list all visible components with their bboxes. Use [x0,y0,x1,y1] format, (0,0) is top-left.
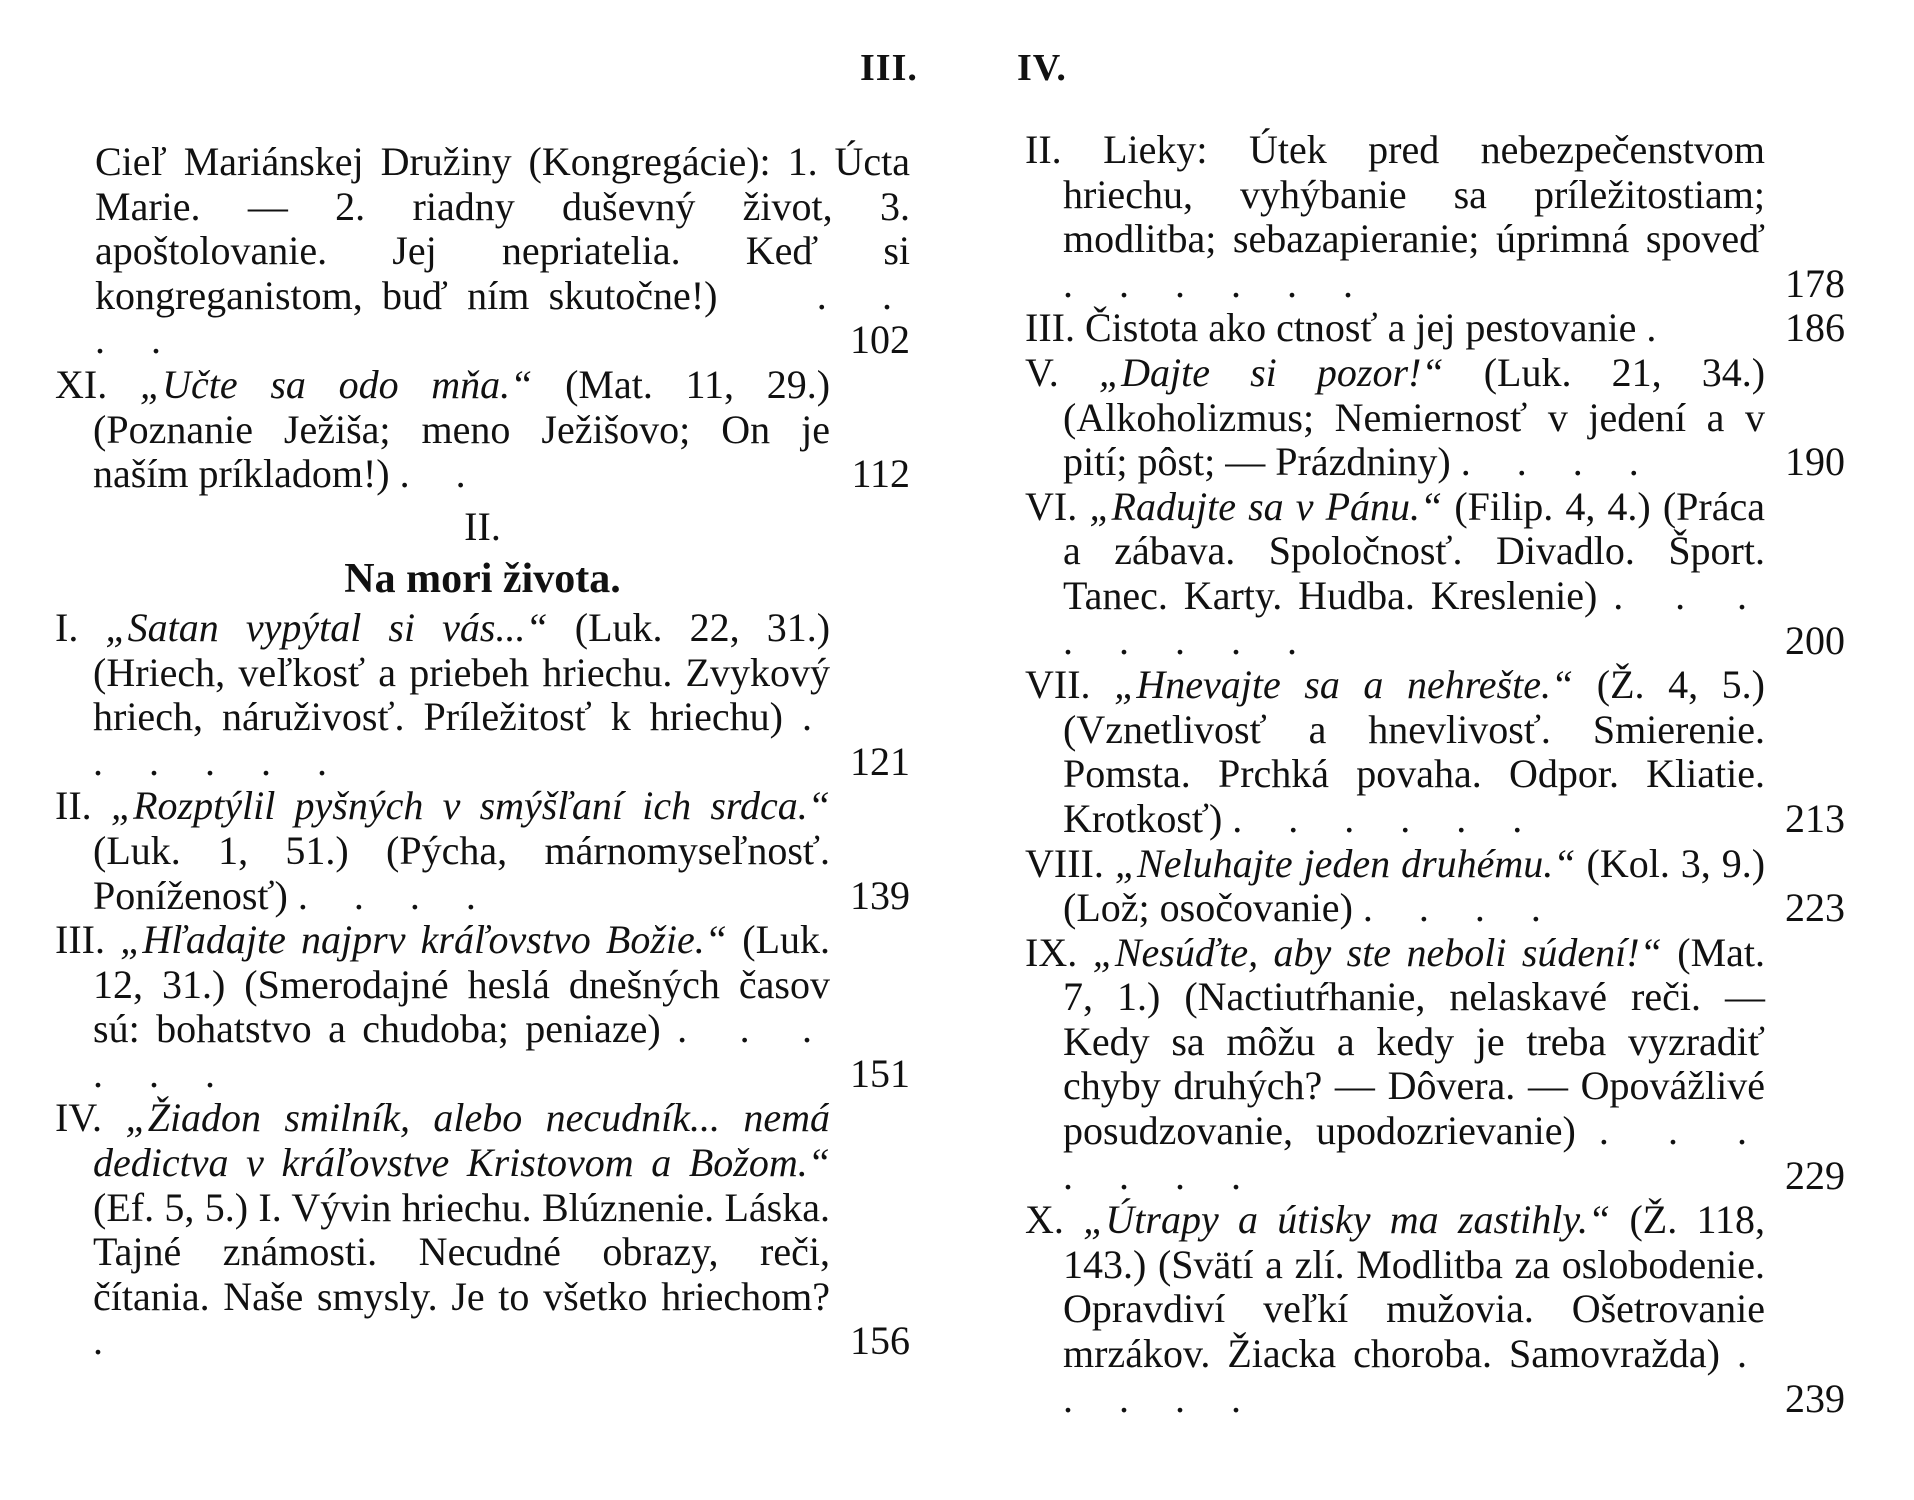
intro-text: Cieľ Mariánskej Družiny (Kongregácie): 1. Úcta Marie. — 2. riadny duševný život, 3. apoštolovanie. Jej nepriatelia. Keď si kongreganistom, buď ním skutočne!) [95,139,910,318]
page-number: 102 [850,317,910,363]
entry-title: „Radujte sa v Pánu.“ [1089,483,1443,529]
page-number: 178 [1785,260,1845,306]
page-number: 229 [1785,1152,1845,1198]
entry-text: Lieky: Útek pred nebezpečenstvom hriechu, vyhýbanie sa príležitostiam; modlitba; sebazapieranie; úprimná spoveď [1063,127,1765,262]
toc-entry [1025,351,1845,485]
entry-text: Čistota ako ctnosť a jej pestovanie [1084,305,1637,351]
toc-left [55,140,910,1364]
entry-title: „Učte sa odo mňa.“ [139,361,533,407]
entry-title: „Rozptýlil pyšných v smýšľaní ich srdca.“ [110,783,830,829]
entry-text: (Ž. 118, 143.) (Svätí a zlí. Modlitba za oslobodenie. Opravdiví veľkí mužovia. Ošetrovanie mrzákov. Žiacka choroba. Samovražda) [1063,1197,1765,1377]
intro-entry [55,140,910,363]
page-number: 121 [850,738,910,784]
entry-text: (Luk. 21, 34.) (Alkoholizmus; Nemiernosť v jedení a v pití; pôst; — Prázdniny) [1063,349,1766,485]
page-number: 239 [1785,1375,1845,1421]
entry-dots: . . [399,451,484,497]
entry-text: (Mat. 11, 29.) (Poznanie Ježiša; meno Ježišovo; On je naším príkladom!) [93,361,831,497]
entry-dots: . . . . [1362,885,1559,931]
entry-text: (Ž. 4, 5.) (Vznetlivosť a hnevlivosť. Smierenie. Pomsta. Prchká povaha. Odpor. Kliatie. Krotkosť) [1063,662,1765,841]
right-page [957,0,1914,1500]
entry-number: IV. [55,1095,103,1141]
intro-dots: . . . . [95,272,911,363]
toc-entry [1025,485,1845,663]
section-title: Na mori života. [344,556,621,603]
entry-dots: . . . . . . [1232,795,1541,841]
toc-entry [1025,931,1845,1199]
toc-entry [1025,306,1845,351]
toc-entry [1025,128,1845,306]
entry-title: „Satan vypýtal si vás...“ [105,604,548,650]
toc-entry [55,918,910,1096]
entry-dots: . . . . . . . [1063,1108,1766,1198]
entry-text: (Mat. 7, 1.) (Nactiutŕhanie, nelaskavé reči. — Kedy sa môžu a kedy je treba vyzradiť chyby druhých? — Dôvera. — Opovážlivé posudzovanie, upodozrievanie) [1063,929,1766,1154]
entry-number: III. [55,917,105,963]
entry-number: XI. [55,361,108,407]
entry-dots: . . . . [1460,439,1657,485]
entry-dots: . . . . . . [1063,260,1371,306]
entry-title: „Hľadajte najprv kráľovstvo Božie.“ [120,917,728,963]
entry-number: II. [1025,127,1062,172]
running-head-left: III. [860,47,918,89]
page-number: 200 [1785,617,1845,663]
entry-dots: . . . . . [1063,1331,1765,1421]
toc-entry-xi [55,363,910,497]
page-number: 213 [1785,795,1845,841]
entry-dots: . [93,1318,121,1364]
page-number: 186 [1785,305,1845,351]
entry-title: „Dajte si pozor!“ [1098,349,1444,395]
section-numeral: II. [464,503,501,549]
page-number: 151 [850,1050,910,1096]
entry-number: IX. [1025,929,1078,975]
entry-text: (Ef. 5, 5.) I. Vývin hriechu. Blúznenie. Láska. Tajné známosti. Necudné obrazy, reči, čítania. Naše smysly. Je to všetko hriechom? [93,1184,830,1319]
entry-number: VII. [1025,662,1091,708]
toc-entry [1025,842,1845,931]
entry-number: I. [55,604,79,650]
entry-number: VIII. [1025,840,1104,886]
entry-title: „Útrapy a útisky ma zastihly.“ [1083,1197,1611,1243]
entry-dots: . . . . [297,872,494,918]
entry-number: VI. [1025,483,1078,529]
page-number: 112 [851,451,910,497]
entry-text: (Filip. 4, 4.) (Práca a zábava. Spoločnosť. Divadlo. Šport. Tanec. Karty. Hudba. Kreslenie) [1063,483,1765,618]
toc-entry [1025,663,1845,841]
page-number: 190 [1785,439,1845,485]
entry-text: (Kol. 3, 9.) (Lož; osočovanie) [1063,840,1766,931]
entry-dots: . . . . . . . . [1063,572,1765,663]
page-number: 156 [850,1318,910,1364]
toc-entry [1025,1198,1845,1421]
page-number: 139 [850,872,910,918]
entry-title: „Žiadon smilník, alebo necudník... nemá dedictva v kráľovstve Kristovom a Božom.“ [93,1095,831,1186]
entry-title: „Neluhajte jeden druhému.“ [1114,840,1576,886]
toc-entry [55,1096,910,1364]
entry-number: III. [1025,305,1075,351]
toc-right [1025,128,1845,1421]
entry-number: V. [1025,349,1059,395]
entry-number: II. [55,783,92,829]
entry-dots: . . . . . . [93,1006,830,1096]
toc-entry [55,784,910,918]
entry-text: (Luk. 22, 31.) (Hriech, veľkosť a priebeh hriechu. Zvykový hriech, náruživosť. Príležitosť k hriechu) [93,604,831,740]
entry-title: „Hnevajte sa a nehrešte.“ [1114,662,1574,708]
entry-text: (Luk. 1, 51.) (Pýcha, márnomyseľnosť. Poníženosť) [93,827,830,918]
running-head-right: IV. [1017,47,1067,89]
entry-dots: . [1646,305,1675,351]
entry-dots: . . . . . . [93,694,831,784]
toc-entry [55,606,910,784]
entry-number: X. [1025,1197,1064,1243]
entry-title: „Nesúďte, aby ste neboli súdení!“ [1092,929,1662,975]
page-number: 223 [1785,885,1845,931]
entry-text: (Luk. 12, 31.) (Smerodajné heslá dnešných časov sú: bohatstvo a chudoba; peniaze) [93,917,831,1052]
